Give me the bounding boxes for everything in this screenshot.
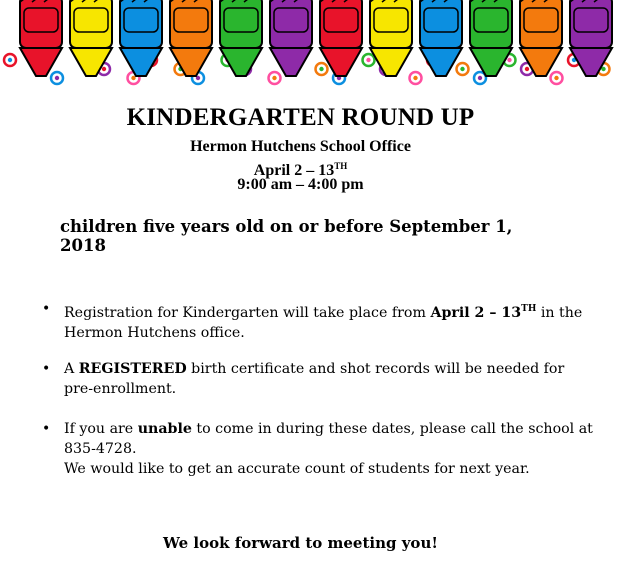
swirl-dot — [55, 76, 59, 80]
swirl-dot — [460, 67, 464, 71]
hours-text: 9:00 am – 4:00 pm — [237, 176, 364, 193]
crayon-icon — [70, 0, 112, 76]
swirl-dot — [478, 76, 482, 80]
swirl-dot — [131, 76, 135, 80]
crayon-icon — [420, 0, 462, 76]
closing-text: We look forward to meeting you! — [163, 534, 438, 552]
bullet-call-school: • If you are unable to come in during these dates, please call the school at 835-4728. We would like to get an accurate count of students for next year. — [42, 421, 593, 477]
bullet-birth-certificate: • A REGISTERED birth certificate and shot records will be needed for pre-enrollment. — [42, 361, 565, 397]
swirl-dot — [413, 76, 417, 80]
swirl-dot — [507, 58, 511, 62]
bullet-dot: • — [42, 421, 51, 437]
swirl-dot — [366, 58, 370, 62]
swirl-dot — [525, 67, 529, 71]
crayon-icon — [270, 0, 312, 76]
swirl-dot — [8, 58, 12, 62]
dates-text: April 2 – 13TH — [253, 161, 348, 179]
swirl-dot — [319, 67, 323, 71]
eligibility-text: children five years old on or before September 1, 2018 — [60, 217, 513, 255]
swirl-dot — [554, 76, 558, 80]
location-text: Hermon Hutchens School Office — [190, 138, 411, 155]
swirl-dot — [102, 67, 106, 71]
swirl-dot — [272, 76, 276, 80]
crayon-banner-image — [0, 0, 619, 90]
page-title: KINDERGARTEN ROUND UP — [126, 104, 475, 131]
crayon-icon — [520, 0, 562, 76]
crayon-icon — [20, 0, 62, 76]
bullet-dot: • — [42, 361, 51, 377]
crayon-icon — [370, 0, 412, 76]
bullet-registration: • Registration for Kindergarten will take place from April 2 – 13TH in the Hermon Hutchens office. — [42, 301, 583, 341]
bullet-dot: • — [42, 301, 51, 317]
